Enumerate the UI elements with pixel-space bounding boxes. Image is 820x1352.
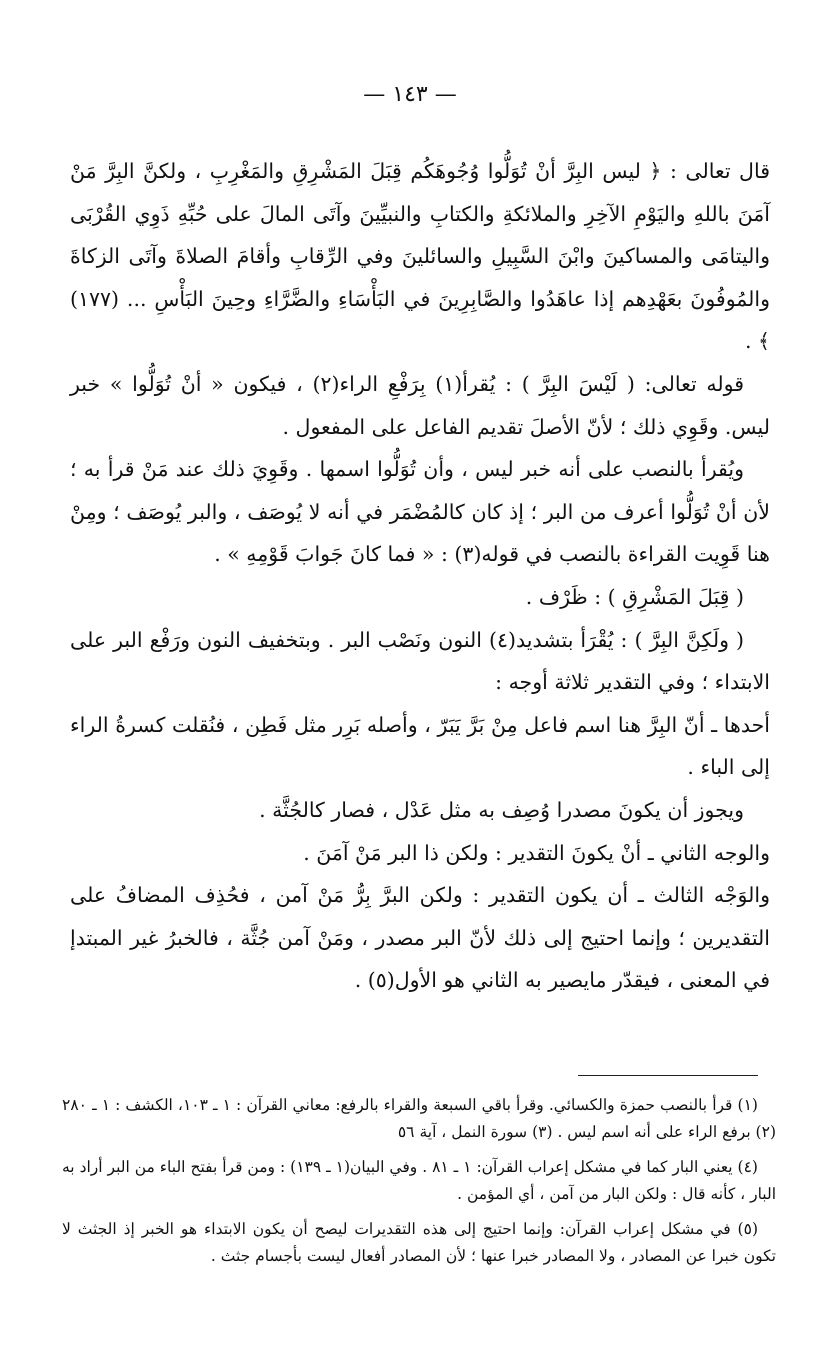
commentary-paragraph: ( ولَكِنَّ البِرَّ ) : يُقْرَأ بتشديد(٤) النون ونَصْب البر . وبتخفيف النون ورَفْع البر على الابتداء ؛ وفي التقدير ثلاثة أوجه : bbox=[70, 627, 770, 695]
verse-paragraph: قال تعالى : ﴿ ليس البِرَّ أنْ تُوَلُّوا وُجُوهَكُم قِبَلَ المَشْرِقِ والمَغْرِبِ ، ولكنَّ البِرَّ مَنْ آمَنَ باللهِ واليَوْمِ الآخِرِ والملائكةِ والكتابِ والنبيِّينَ وآتَى المالَ على حُبِّهِ ذَوِي القُرْبَى واليتامَى والمساكينَ وابْنَ السَّبِيلِ والسائلينَ وفي الرِّقابِ وأقامَ الصلاةَ وآتَى الزكاةَ والمُوفُونَ بعَهْدِهم إذا عاهَدُوا والصَّابِرِينَ في البَأْسَاءِ والضَّرَّاءِ وحِينَ البَأْسِ ... (١٧٧) ﴾ . bbox=[70, 159, 770, 354]
footnote-divider bbox=[578, 1075, 758, 1076]
commentary-paragraph: قوله تعالى: ( لَيْسَ البِرَّ ) : يُقرأ(١) بِرَفْعِ الراء(٢) ، فيكون « أنْ تُوَلُّوا » خبر ليس. وقَوِي ذلك ؛ لأنّ الأصلَ تقديم الفاعل على المفعول . bbox=[70, 371, 770, 439]
commentary-paragraph: ( قِبَلَ المَشْرِقِ ) : ظَرْف . bbox=[525, 584, 744, 609]
footnote: (٥) في مشكل إعراب القرآن: وإنما احتيج إلى هذه التقديرات ليصح أن يكون الابتداء هو الخبر إذ الجثث لا تكون خبرا عن المصادر ، ولا المصادر خبرا عنها ؛ لأن المصادر أفعال ليست بأجسام جثث . bbox=[62, 1220, 776, 1265]
footnote: (١) قرأ بالنصب حمزة والكسائي. وقرأ باقي السبعة والقراء بالرفع: معاني القرآن : ١ ـ ١٠٣، الكشف : ١ ـ ٢٨٠ (٢) برفع الراء على أنه اسم ليس . (٣) سورة النمل ، آية ٥٦ bbox=[62, 1096, 776, 1141]
commentary-paragraph: ويجوز أن يكونَ مصدرا وُصِف به مثل عَدْل ، فصار كالجُثَّة . bbox=[259, 797, 744, 822]
main-text bbox=[70, 150, 770, 1002]
page-number: — ١٤٣ — bbox=[363, 82, 457, 107]
commentary-paragraph: والوَجْه الثالث ـ أن يكون التقدير : ولكن البرَّ بِرُّ مَنْ آمن ، فحُذِف المضافُ على التقديرين ؛ وإنما احتيج إلى ذلك لأنّ البر مصدر ، ومَنْ آمن جُثَّة ، فالخبرُ غير المبتدإ في المعنى ، فيقدّر مايصير به الثاني هو الأول(٥) . bbox=[70, 883, 770, 993]
commentary-paragraph: والوجه الثاني ـ أنْ يكونَ التقدير : ولكن ذا البر مَنْ آمَنَ . bbox=[303, 840, 770, 865]
footnotes bbox=[62, 1092, 776, 1278]
commentary-paragraph: أحدها ـ أنّ البِرَّ هنا اسم فاعل مِنْ بَرَّ يَبَرّ ، وأصله بَرِر مثل فَطِن ، فنُقلت كسرةُ الراء إلى الباء . bbox=[70, 712, 770, 780]
commentary-paragraph: ويُقرأ بالنصب على أنه خبر ليس ، وأن تُوَلُّوا اسمها . وقَوِيَ ذلك عند مَنْ قرأ به ؛ لأن أنْ تُوَلُّوا أعرف من البر ؛ إذ كان كالمُضْمَر في أنه لا يُوصَف ، والبر يُوصَف ؛ ومِنْ هنا قَوِيت القراءة بالنصب في قوله(٣) : « فما كانَ جَوابَ قَوْمِهِ » . bbox=[70, 457, 770, 567]
footnote: (٤) يعني البار كما في مشكل إعراب القرآن: ١ ـ ٨١ . وفي البيان(١ ـ ١٣٩) : ومن قرأ بفتح الباء من البر أراد به البار ، كأنه قال : ولكن البار من آمن ، أي المؤمن . bbox=[62, 1158, 776, 1203]
